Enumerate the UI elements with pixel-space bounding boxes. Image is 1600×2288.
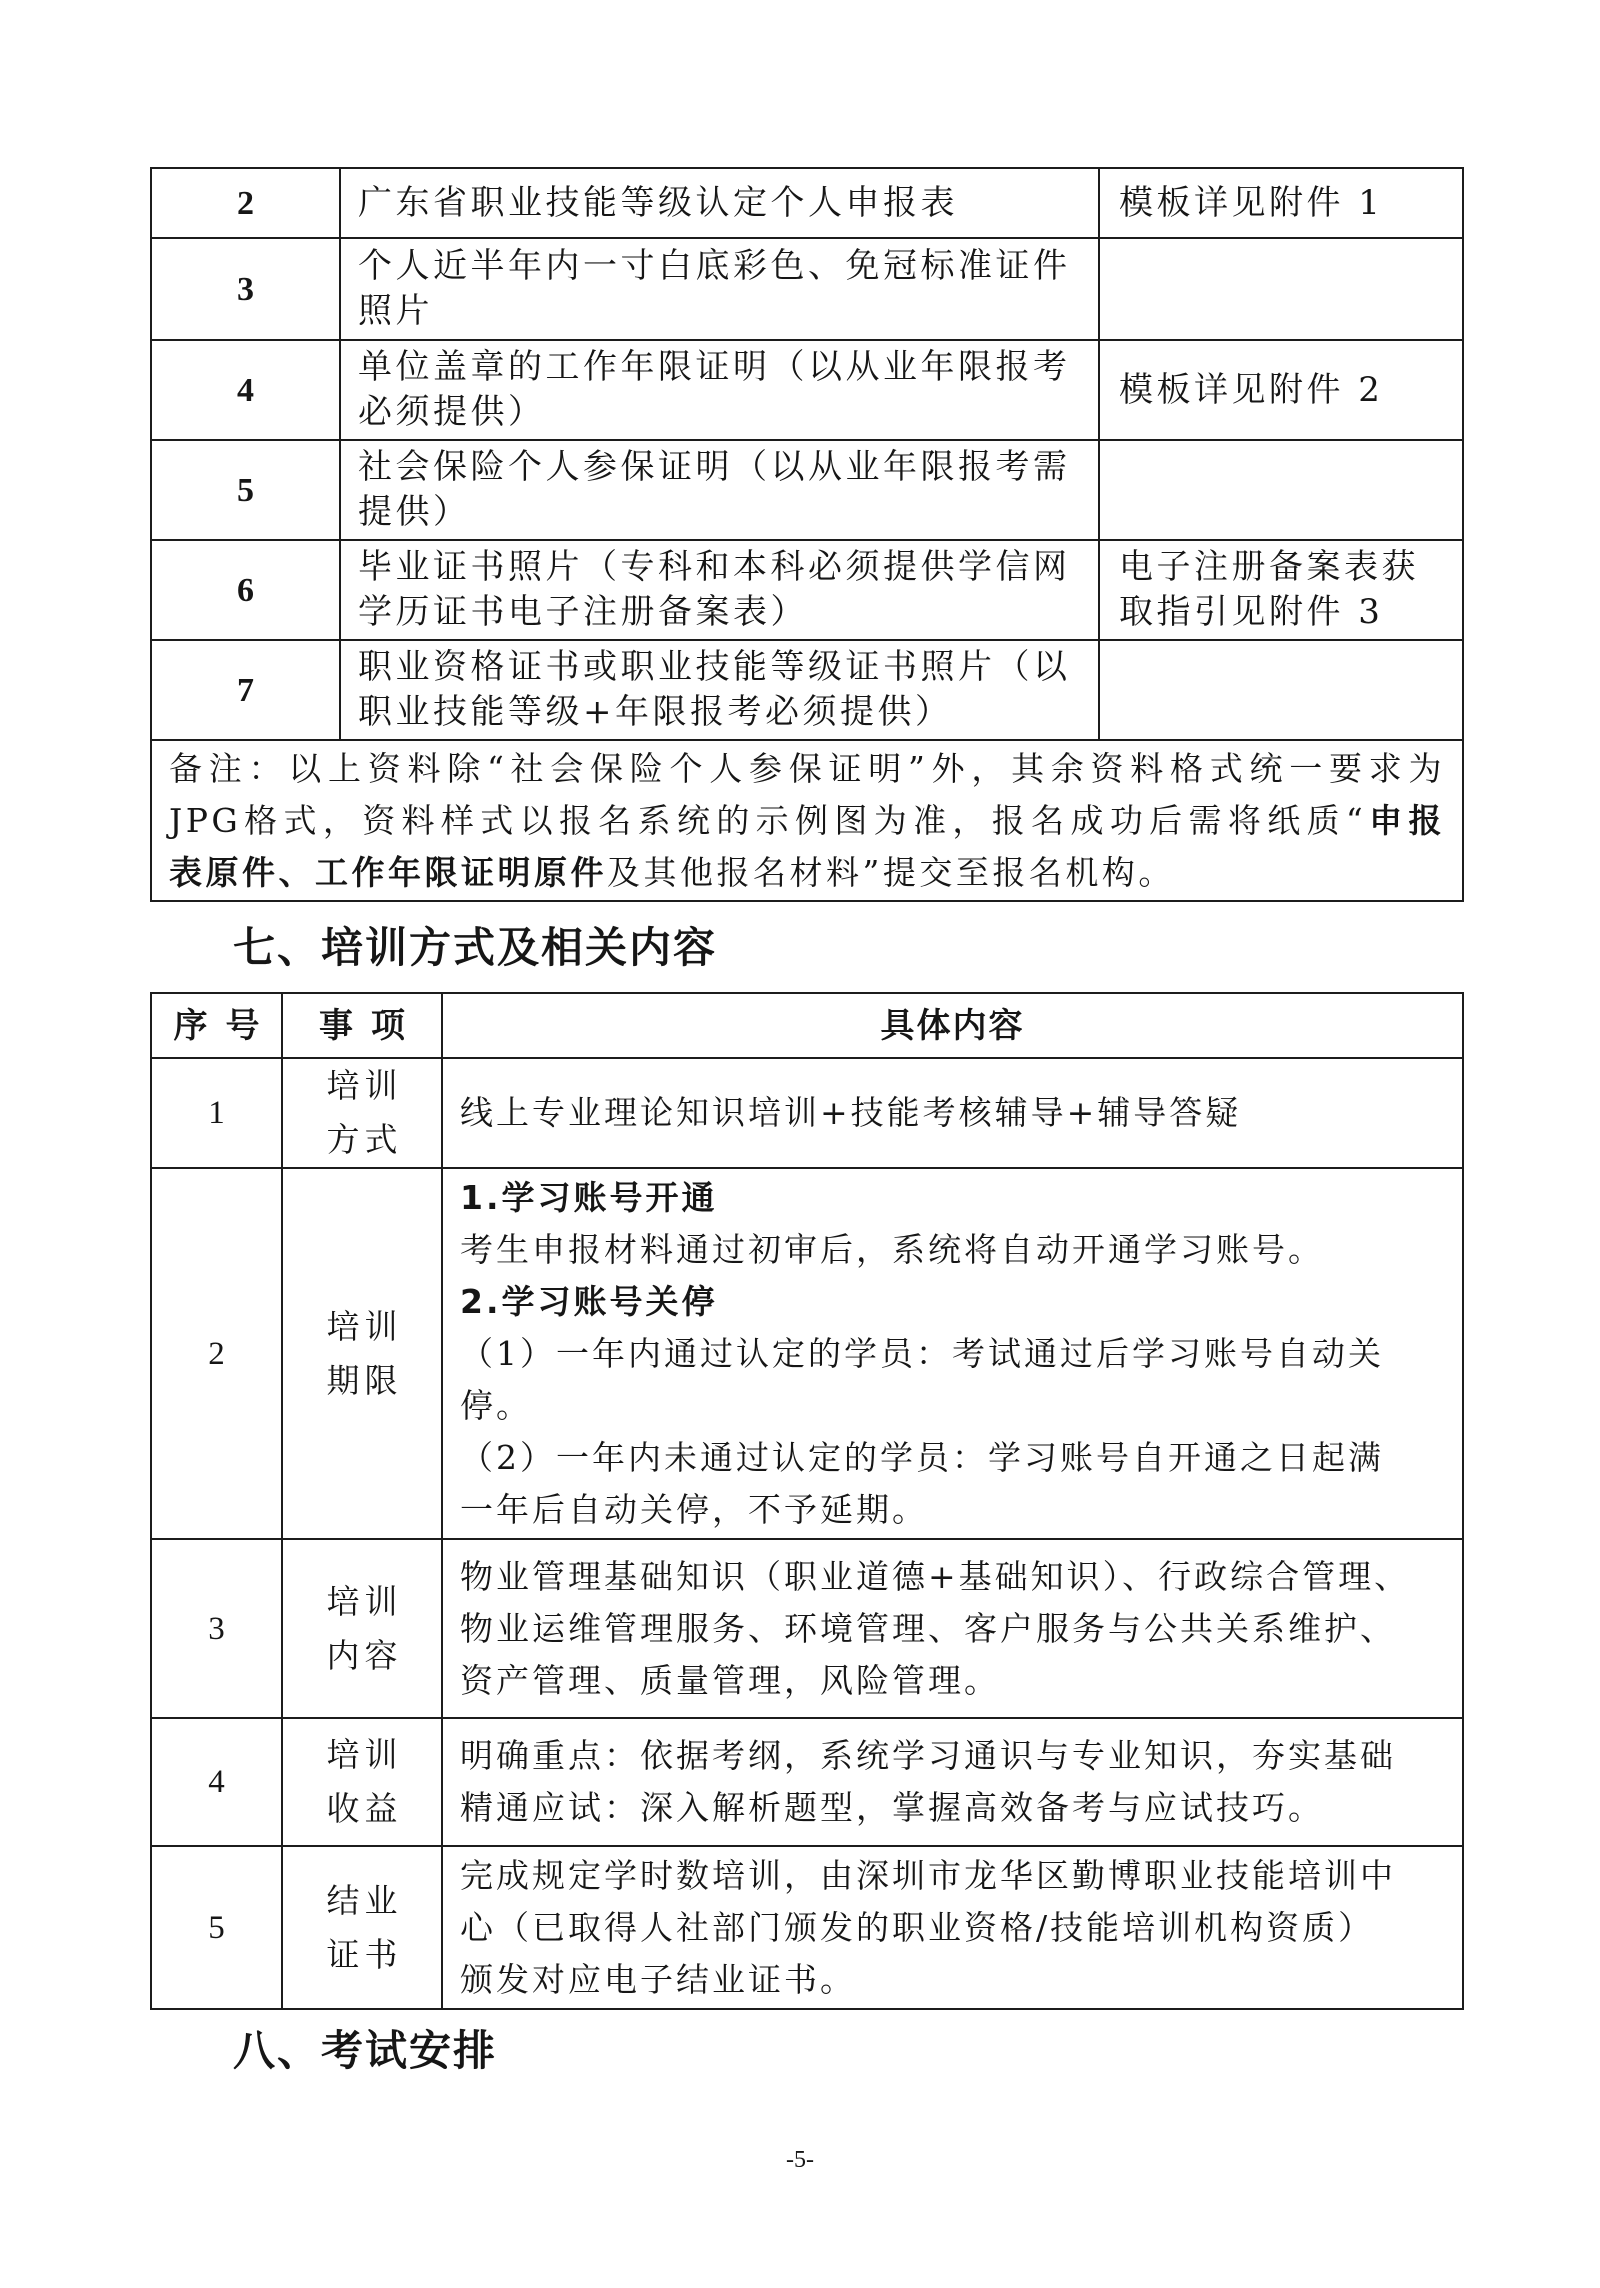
remark-line: [169, 847, 1445, 899]
item-cell: [282, 1718, 442, 1846]
content-cell: [442, 1168, 1463, 1539]
remark-line: 备注：以上资料除“社会保险个人参保证明”外，其余资料格式统一要求为: [169, 748, 1445, 788]
remark-cell: [1099, 238, 1463, 340]
table-row: [151, 340, 1463, 440]
row-number: 4: [151, 340, 340, 440]
section-heading: 八、考试安排: [233, 2026, 498, 2075]
material-text: 毕业证书照片（专科和本科必须提供学信网: [358, 547, 1071, 587]
table-row: [151, 440, 1463, 540]
remark-cell: [1099, 540, 1463, 640]
remark-text: JPG格式，资料样式以报名系统的示例图为准，报名成功后需将纸质“: [169, 800, 1367, 840]
content-text: 考生申报材料通过初审后，系统将自动开通学习账号。: [460, 1229, 1324, 1269]
row-number: 5: [151, 440, 340, 540]
page-number: -5-: [786, 2147, 814, 2173]
column-header: 序号: [151, 993, 282, 1058]
content-text: 精通应试：深入解析题型，掌握高效备考与应试技巧。: [460, 1788, 1324, 1827]
content-cell: [442, 1058, 1463, 1168]
material-text: 学历证书电子注册备案表）: [358, 592, 808, 632]
row-number: 5: [151, 1846, 282, 2009]
remark-note-cell: [151, 740, 1463, 901]
table-row: [151, 1168, 1463, 1539]
remark-text: 及其他报名材料”提交至报名机构。: [607, 852, 1175, 892]
row-number: 1: [151, 1058, 282, 1168]
item-text: 培训: [326, 1066, 403, 1105]
item-text: 培训: [326, 1581, 403, 1621]
content-text: 物业管理基础知识（职业道德+基础知识）、行政综合管理、: [460, 1556, 1411, 1596]
material-cell: [340, 238, 1099, 340]
item-cell: [282, 1058, 442, 1168]
row-number: 6: [151, 540, 340, 640]
table-row: [151, 1539, 1463, 1718]
remark-emphasis: 申报: [1366, 800, 1445, 840]
item-text: 收益: [326, 1789, 403, 1828]
material-text: 社会保险个人参保证明（以从业年限报考需: [358, 447, 1071, 487]
table-header-row: [151, 993, 1463, 1058]
item-text: 证书: [326, 1934, 403, 1974]
table-row: [151, 540, 1463, 640]
remark-cell: [1099, 168, 1463, 238]
material-text: 职业资格证书或职业技能等级证书照片（以: [358, 647, 1071, 687]
material-cell: [340, 440, 1099, 540]
item-cell: [282, 1846, 442, 2009]
item-cell: [282, 1168, 442, 1539]
content-cell: [442, 1718, 1463, 1846]
material-cell: [340, 340, 1099, 440]
content-text: 颁发对应电子结业证书。: [460, 1959, 856, 1999]
remark-cell: [1099, 440, 1463, 540]
material-text: 照片: [358, 291, 433, 331]
column-header: 具体内容: [442, 993, 1463, 1058]
material-cell: [340, 640, 1099, 740]
content-text: （1）一年内通过认定的学员：考试通过后学习账号自动关: [460, 1333, 1384, 1373]
content-subheading: 1.学习账号开通: [460, 1177, 718, 1217]
item-text: 结业: [326, 1880, 403, 1920]
remark-cell: [1099, 340, 1463, 440]
remark-line: [169, 795, 1445, 847]
content-text: 一年后自动关停，不予延期。: [460, 1489, 928, 1529]
material-text: 单位盖章的工作年限证明（以从业年限报考: [358, 347, 1071, 387]
item-text: 培训: [326, 1306, 403, 1346]
content-cell: [442, 1846, 1463, 2009]
content-text: 完成规定学时数培训，由深圳市龙华区勤博职业技能培训中: [460, 1855, 1396, 1895]
content-text: 资产管理、质量管理，风险管理。: [460, 1660, 1000, 1700]
remark-cell: [1099, 640, 1463, 740]
table-row: [151, 238, 1463, 340]
table-row: [151, 168, 1463, 238]
material-text: 广东省职业技能等级认定个人申报表: [358, 182, 958, 223]
section-heading: 七、培训方式及相关内容: [233, 923, 718, 972]
table-row: [151, 1058, 1463, 1168]
content-text: 心（已取得人社部门颁发的职业资格/技能培训机构资质）: [460, 1907, 1375, 1947]
remark-row: [151, 740, 1463, 901]
item-text: 期限: [326, 1360, 403, 1400]
content-subheading: 2.学习账号关停: [460, 1281, 718, 1321]
row-number: 3: [151, 238, 340, 340]
remark-text: 电子注册备案表获: [1119, 547, 1419, 587]
table-row: [151, 640, 1463, 740]
content-text: （2）一年内未通过认定的学员：学习账号自开通之日起满: [460, 1437, 1384, 1477]
row-number: 4: [151, 1718, 282, 1846]
content-cell: [442, 1539, 1463, 1718]
material-text: 个人近半年内一寸白底彩色、免冠标准证件: [358, 246, 1071, 286]
content-text: 线上专业理论知识培训+技能考核辅导+辅导答疑: [460, 1093, 1242, 1132]
column-header: 事项: [282, 993, 442, 1058]
material-text: 提供）: [358, 492, 471, 532]
material-cell: [340, 168, 1099, 238]
materials-table: [150, 167, 1464, 902]
remark-text: 取指引见附件 3: [1119, 592, 1384, 632]
row-number: 7: [151, 640, 340, 740]
item-cell: [282, 1539, 442, 1718]
material-cell: [340, 540, 1099, 640]
material-text: 职业技能等级+年限报考必须提供）: [358, 692, 953, 732]
content-text: 物业运维管理服务、环境管理、客户服务与公共关系维护、: [460, 1608, 1396, 1648]
content-text: 明确重点：依据考纲，系统学习通识与专业知识，夯实基础: [460, 1736, 1396, 1775]
row-number: 3: [151, 1539, 282, 1718]
remark-emphasis: 表原件、工作年限证明原件: [169, 852, 607, 892]
item-text: 内容: [326, 1635, 403, 1675]
remark-text: 模板详见附件 2: [1119, 369, 1384, 410]
training-table: [150, 992, 1464, 2010]
remark-text: 模板详见附件 1: [1119, 182, 1384, 223]
row-number: 2: [151, 1168, 282, 1539]
content-text: 停。: [460, 1385, 532, 1425]
row-number: 2: [151, 168, 340, 238]
item-text: 方式: [326, 1120, 403, 1159]
material-text: 必须提供）: [358, 392, 546, 432]
item-text: 培训: [326, 1735, 403, 1774]
table-row: [151, 1718, 1463, 1846]
table-row: [151, 1846, 1463, 2009]
